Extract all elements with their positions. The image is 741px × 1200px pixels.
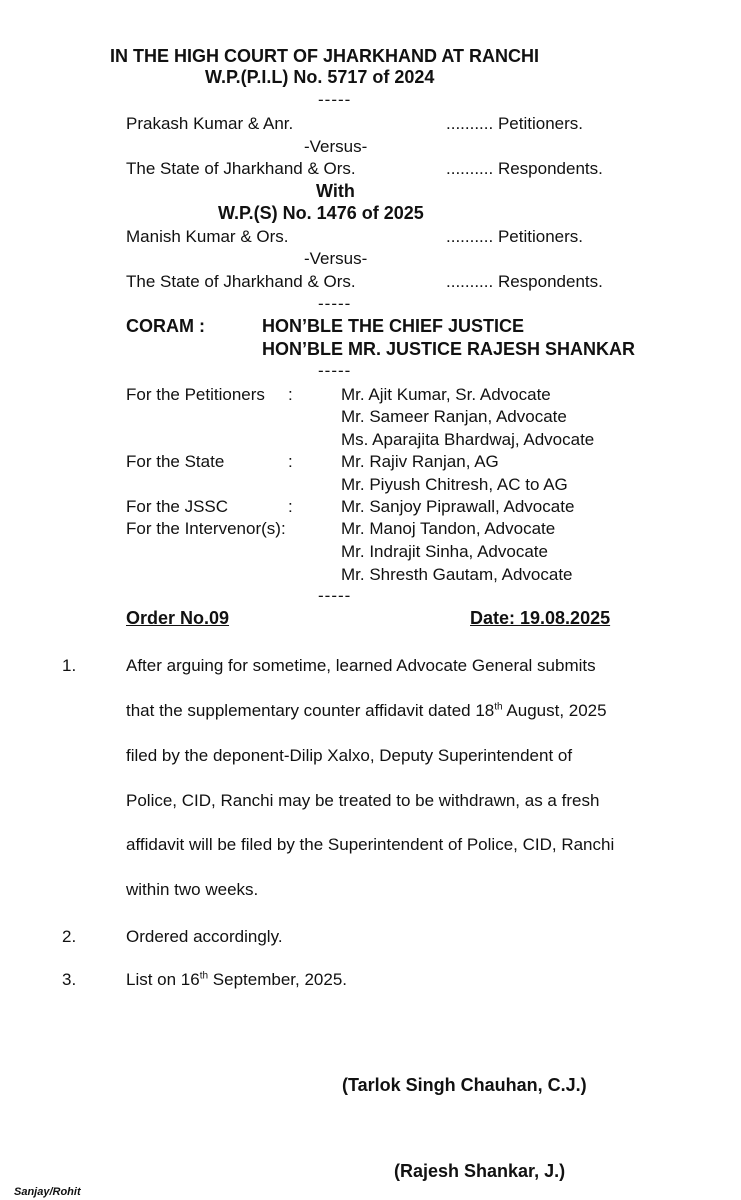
separator: ----- xyxy=(318,294,352,313)
respondent-role: .......... Respondents. xyxy=(446,159,603,178)
separator: ----- xyxy=(318,90,352,109)
signature-chief-justice: (Tarlok Singh Chauhan, C.J.) xyxy=(342,1075,587,1095)
case-number: W.P.(P.I.L) No. 5717 of 2024 xyxy=(205,67,435,87)
appearance-counsel: Mr. Indrajit Sinha, Advocate xyxy=(341,542,548,561)
paragraph-text: List on 16th September, 2025. xyxy=(126,970,348,989)
appearance-counsel: Mr. Rajiv Ranjan, AG xyxy=(341,452,499,471)
coram-label: CORAM : xyxy=(126,316,205,336)
appearance-counsel: Mr. Sanjoy Piprawall, Advocate xyxy=(341,497,575,516)
appearance-label: For the State xyxy=(126,452,225,471)
versus-label-2: -Versus- xyxy=(304,249,368,268)
order-number: Order No.09 xyxy=(126,608,230,628)
appearance-colon: : xyxy=(288,497,293,516)
footer-initials: Sanjay/Rohit xyxy=(14,1186,81,1198)
versus-label: -Versus- xyxy=(304,137,368,156)
separator: ----- xyxy=(318,586,352,605)
separator: ----- xyxy=(318,361,352,380)
appearance-label: For the Petitioners xyxy=(126,385,265,404)
appearance-counsel: Ms. Aparajita Bhardwaj, Advocate xyxy=(341,430,595,449)
respondent-role-2: .......... Respondents. xyxy=(446,272,603,291)
with-label: With xyxy=(316,181,355,201)
paragraph-text: Ordered accordingly. xyxy=(126,927,283,946)
appearance-colon: : xyxy=(288,385,293,404)
court-title: IN THE HIGH COURT OF JHARKHAND AT RANCHI xyxy=(110,46,539,66)
paragraph-line: filed by the deponent-Dilip Xalxo, Deputy Superintendent of xyxy=(126,746,573,765)
paragraph-line: After arguing for sometime, learned Advocate General submits xyxy=(126,656,596,675)
coram-judge-1: HON’BLE THE CHIEF JUSTICE xyxy=(262,316,525,336)
case-number-2: W.P.(S) No. 1476 of 2025 xyxy=(218,203,424,223)
appearance-label: For the Intervenor(s): xyxy=(126,519,286,538)
paragraph-line: affidavit will be filed by the Superintendent of Police, CID, Ranchi xyxy=(126,835,615,854)
appearance-counsel: Mr. Sameer Ranjan, Advocate xyxy=(341,407,567,426)
appearance-counsel: Mr. Piyush Chitresh, AC to AG xyxy=(341,475,568,494)
respondent-name: The State of Jharkhand & Ors. xyxy=(126,159,356,178)
petitioner-role: .......... Petitioners. xyxy=(446,114,583,133)
signature-justice: (Rajesh Shankar, J.) xyxy=(394,1161,566,1181)
coram-judge-2: HON’BLE MR. JUSTICE RAJESH SHANKAR xyxy=(262,339,636,359)
appearance-label: For the JSSC xyxy=(126,497,229,516)
paragraph-number: 3. xyxy=(62,970,77,989)
appearance-colon: : xyxy=(288,452,293,471)
paragraph-line: within two weeks. xyxy=(126,880,259,899)
paragraph-line: that the supplementary counter affidavit dated 18th August, 2025 xyxy=(126,701,607,720)
petitioner-role-2: .......... Petitioners. xyxy=(446,227,583,246)
paragraph-number: 2. xyxy=(62,927,77,946)
petitioner-name-2: Manish Kumar & Ors. xyxy=(126,227,289,246)
paragraph-number: 1. xyxy=(62,656,77,675)
appearance-counsel: Mr. Manoj Tandon, Advocate xyxy=(341,519,556,538)
respondent-name-2: The State of Jharkhand & Ors. xyxy=(126,272,356,291)
appearance-counsel: Mr. Shresth Gautam, Advocate xyxy=(341,565,573,584)
order-date: Date: 19.08.2025 xyxy=(470,608,611,628)
petitioner-name: Prakash Kumar & Anr. xyxy=(126,114,294,133)
appearance-counsel: Mr. Ajit Kumar, Sr. Advocate xyxy=(341,385,551,404)
paragraph-line: Police, CID, Ranchi may be treated to be withdrawn, as a fresh xyxy=(126,791,600,810)
